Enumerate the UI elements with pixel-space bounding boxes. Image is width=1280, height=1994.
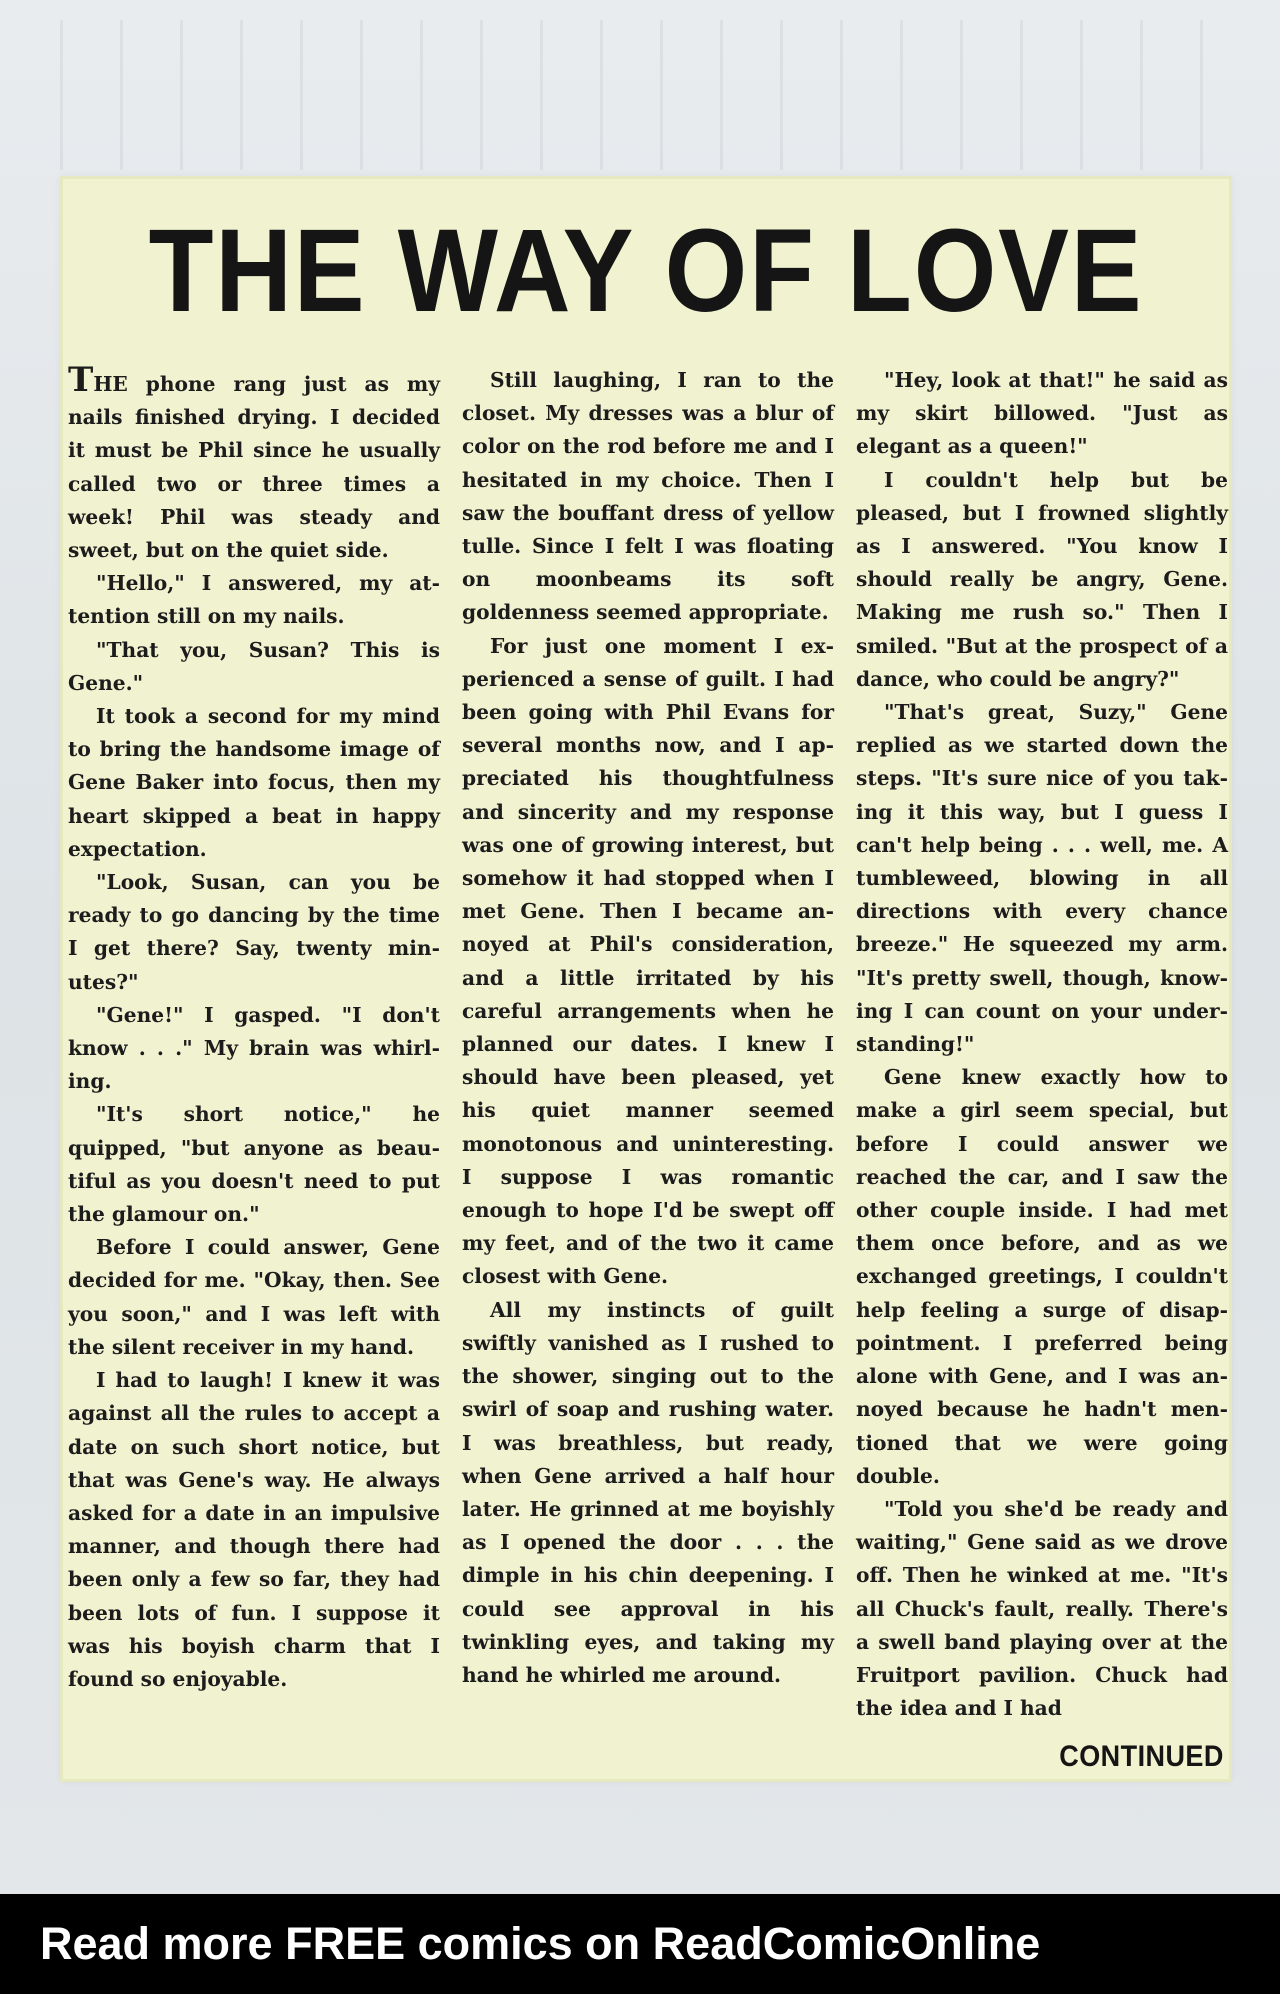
paragraph: Gene knew exactly how to make a girl seem special, but before I could answer we reached the car, and I saw the other couple inside. I had met them once before, and as we exchanged greetings, I couldn't help feeling a surge of disappointment. I preferred being alone with Gene, and I was annoyed because he hadn't mentioned that we were going double. [856,1065,1228,1488]
paragraph: "That's great, Suzy," Gene replied as we started down the steps. "It's sure nice of you taking it this way, but I guess I can't help being . . . well, me. A tumbleweed, blowing in all directions with every chance breeze." He squeezed my arm. "It's pretty swell, though, knowing I can count on your understanding!" [856,700,1228,1057]
background-artwork [60,20,1240,170]
paragraph: I couldn't help but be pleased, but I frowned slightly as I answered. "You know I should really be angry, Gene. Making me rush so." Then I smiled. "But at the prospect of a dance, who could be angry?" [856,467,1228,691]
text-column-2 [462,364,834,1692]
paragraph: "Hey, look at that!" he said as my skirt billowed. "Just as elegant as a queen!" [856,368,1228,459]
text-column-1 [68,360,440,1696]
paragraph: Before I could answer, Gene decided for me. "Okay, then. See you soon," and I was left with the silent receiver in my hand. [68,1235,440,1359]
paragraph: "Gene!" I gasped. "I don't know . . ." My brain was whirling. [68,1002,440,1094]
promo-footer-banner[interactable] [0,1894,1280,1994]
story-title: THE WAY OF LOVE [148,205,1144,337]
paragraph: THE phone rang just as my nails finished drying. I decided it must be Phil since he usually called two or three times a week! Phil was steady and sweet, but on the quiet side. [68,360,440,563]
paragraph: "It's short notice," he quipped, "but anyone as beautiful as you doesn't need to put the glamour on." [68,1102,440,1227]
promo-footer-text[interactable]: Read more FREE comics on ReadComicOnline [40,1918,1041,1969]
paragraph: I had to laugh! I knew it was against all the rules to accept a date on such short notice, but that was Gene's way. He always asked for a date in an impulsive manner, and though there had been only a few so far, they had been lots of fun. I suppose it was his boyish charm that I found so enjoyable. [68,1368,440,1691]
continued-label: CONTINUED [1059,1740,1224,1773]
paragraph: All my instincts of guilt swiftly vanished as I rushed to the shower, singing out to the swirl of soap and rushing water. I was breathless, but ready, when Gene arrived a half hour later. He grinned at me boyishly as I opened the door . . . the dimple in his chin deepening. I could see approval in his twinkling eyes, and taking my hand he whirled me around. [462,1297,834,1687]
paragraph: "That you, Susan? This is Gene." [68,637,440,695]
paragraph: It took a second for my mind to bring the handsome image of Gene Baker into focus, then my heart skipped a beat in happy expectation. [68,704,440,861]
text-column-3 [856,364,1228,1725]
paragraph: "Hello," I answered, my attention still on my nails. [68,571,440,629]
paragraph: "Look, Susan, can you be ready to go dancing by the time I get there? Say, twenty minutes?" [68,870,440,994]
paragraph: "Told you she'd be ready and waiting," Gene said as we drove off. Then he winked at me. "It's all Chuck's fault, really. There's a swell band playing over at the Fruitport pavilion. Chuck had the idea and I had [856,1496,1228,1721]
paragraph: Still laughing, I ran to the closet. My dresses was a blur of color on the rod before me and I hesitated in my choice. Then I saw the bouffant dress of yellow tulle. Since I felt I was floating on moonbeams its soft goldenness seemed appropriate. [462,368,834,625]
paragraph: For just one moment I experienced a sense of guilt. I had been going with Phil Evans for several months now, and I appreciated his thoughtfulness and sincerity and my response was one of growing interest, but somehow it had stopped when I met Gene. Then I became annoyed at Phil's consideration, and a little irritated by his careful arrangements when he planned our dates. I knew I should have been pleased, yet his quiet manner seemed monotonous and uninteresting. I suppose I was romantic enough to hope I'd be swept off my feet, and of the two it came closest with Gene. [462,633,834,1289]
story-text-panel [60,176,1232,1782]
